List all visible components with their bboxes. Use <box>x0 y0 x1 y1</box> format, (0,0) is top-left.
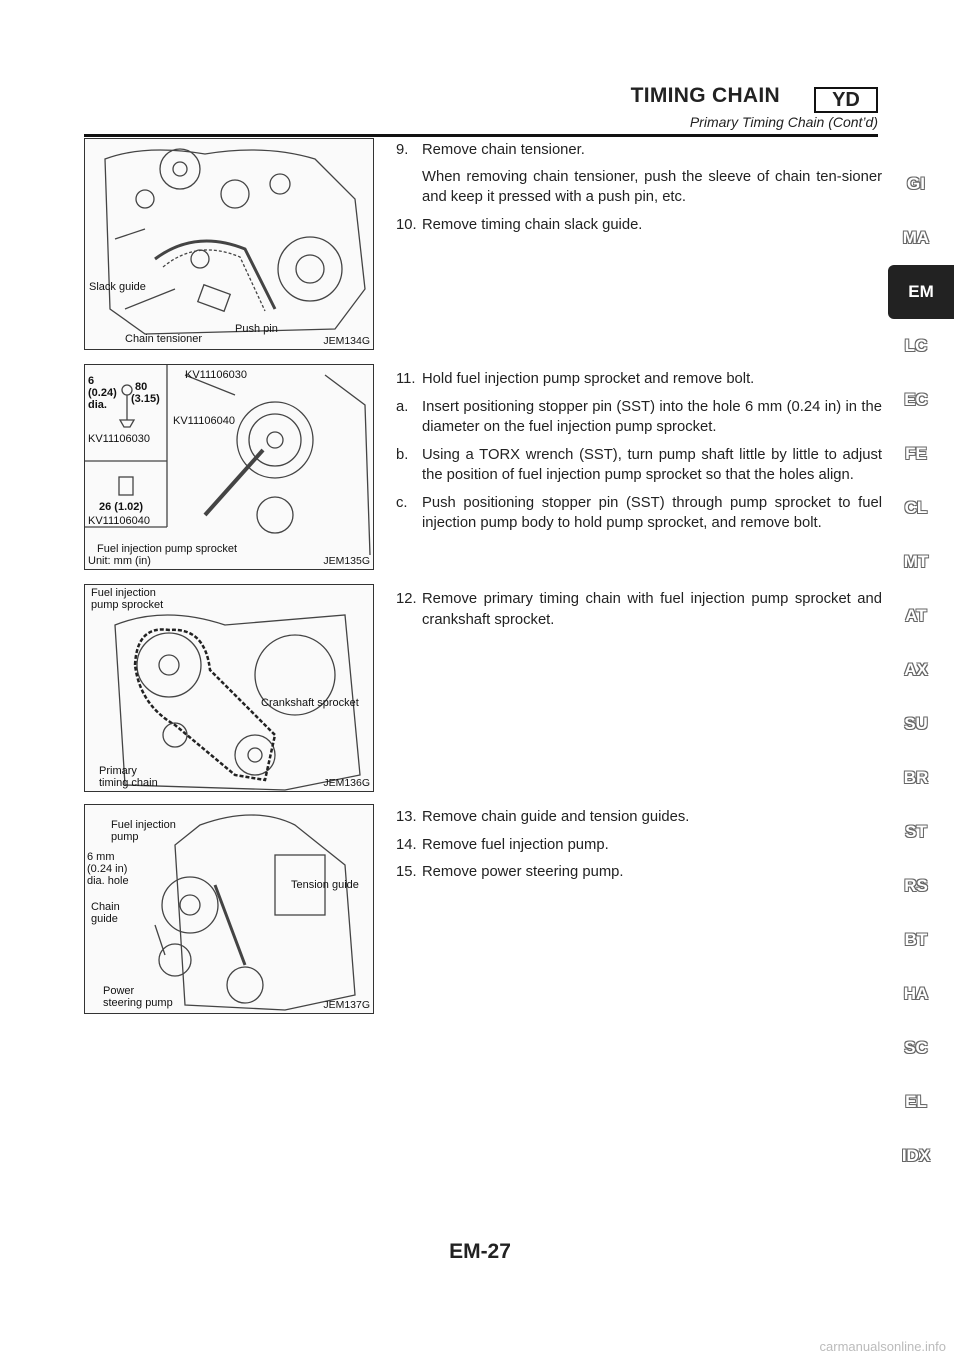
tab-lc[interactable]: LC <box>904 336 928 355</box>
step-number: 13. <box>396 809 417 825</box>
label-primary: Primary <box>99 765 137 777</box>
tab-br[interactable]: BR <box>903 768 929 787</box>
step-note: When removing chain tensioner, push the sleeve of chain ten-sioner and keep it pressed with a push pin, etc. <box>422 168 882 205</box>
tab-gi[interactable]: GI <box>907 174 925 193</box>
step-11a <box>396 397 882 438</box>
step-text: Remove power steering pump. <box>422 864 624 880</box>
tab-ax[interactable]: AX <box>904 660 928 679</box>
label-power: Power <box>103 985 135 997</box>
tab-ma[interactable]: MA <box>902 228 930 247</box>
step-10 <box>396 215 882 236</box>
page-number: EM-27 <box>449 1240 511 1263</box>
step-text: Remove chain guide and tension guides. <box>422 809 690 825</box>
step-text: Push positioning stopper pin (SST) through pump sprocket to fuel injection pump body to hold pump sprocket, and remove bolt. <box>422 494 882 531</box>
step-number: 11. <box>396 371 416 387</box>
step-number: 10. <box>396 216 417 233</box>
step-number: c. <box>396 494 408 511</box>
label-kv11106040-small: KV11106040 <box>88 515 150 527</box>
label-steering-pump: steering pump <box>103 997 173 1009</box>
tab-el[interactable]: EL <box>905 1092 927 1111</box>
steps-group-1 <box>396 140 882 242</box>
label-crankshaft-sprocket: Crankshaft sprocket <box>261 697 359 709</box>
tab-cl[interactable]: CL <box>904 498 928 517</box>
tab-bt[interactable]: BT <box>904 930 928 949</box>
section-title: TIMING CHAIN <box>630 84 780 107</box>
label-push-pin: Push pin <box>235 323 278 335</box>
label-dia-024: (0.24) <box>88 387 117 399</box>
page-header <box>84 84 878 137</box>
tab-st[interactable]: ST <box>905 822 927 841</box>
step-15 <box>396 862 882 883</box>
figure-code: JEM134G <box>323 335 370 347</box>
figure-jem137g <box>84 804 374 1014</box>
label-6mm: 6 mm <box>87 851 115 863</box>
step-11c <box>396 493 882 534</box>
label-dia-6: 6 <box>88 375 95 387</box>
tab-ha[interactable]: HA <box>903 984 929 1003</box>
figure-jem134g <box>84 138 374 350</box>
label-chain: Chain <box>91 901 120 913</box>
label-tension-guide: Tension guide <box>291 879 359 891</box>
step-9 <box>396 140 882 208</box>
step-number: 9. <box>396 142 409 158</box>
step-text: Hold fuel injection pump sprocket and remove bolt. <box>422 371 755 387</box>
step-11 <box>396 369 882 390</box>
label-fuel-injection-pump-sprocket: Fuel injection pump sprocket <box>97 543 238 555</box>
steps-group-3 <box>396 589 882 637</box>
step-text: Using a TORX wrench (SST), turn pump shaft little by little to adjust the position of fuel injection pump sprocket so that the holes align. <box>422 446 882 483</box>
label-26mm: 26 (1.02) <box>99 501 144 513</box>
figure-jem135g-drawing <box>85 365 374 570</box>
tab-rs[interactable]: RS <box>904 876 928 895</box>
label-dia: dia. <box>88 399 107 411</box>
figure-jem136g <box>84 584 374 792</box>
label-pump-sprocket: pump sprocket <box>91 599 164 611</box>
label-dia-hole: dia. hole <box>87 875 129 887</box>
steps-group-2 <box>396 369 882 541</box>
step-text: Remove primary timing chain with fuel injection pump sprocket and crankshaft sprocket. <box>422 591 882 628</box>
figure-code: JEM135G <box>323 555 370 567</box>
step-text: Insert positioning stopper pin (SST) into the hole 6 mm (0.24 in) in the diameter on the fuel injection pump sprocket. <box>422 398 882 435</box>
figure-jem134g-drawing <box>85 139 374 350</box>
label-fuel-injection: Fuel injection <box>91 587 156 599</box>
step-12 <box>396 589 882 630</box>
tab-fe[interactable]: FE <box>905 444 927 463</box>
figure-code: JEM136G <box>323 777 370 789</box>
steps-group-4 <box>396 807 882 890</box>
label-slack-guide: Slack guide <box>89 281 146 293</box>
step-text: Remove timing chain slack guide. <box>422 216 643 233</box>
step-14 <box>396 835 882 856</box>
label-guide: guide <box>91 913 118 925</box>
label-kv11106030: KV11106030 <box>185 369 247 381</box>
figure-jem136g-drawing <box>85 585 374 792</box>
label-kv11106030-small: KV11106030 <box>88 433 150 445</box>
tab-mt[interactable]: MT <box>903 552 929 571</box>
step-number: 14. <box>396 836 417 853</box>
label-chain-tensioner: Chain tensioner <box>125 333 203 345</box>
tab-at[interactable]: AT <box>905 606 927 625</box>
step-13 <box>396 807 882 828</box>
label-pump: pump <box>111 831 139 843</box>
tab-su[interactable]: SU <box>904 714 928 733</box>
figure-jem135g <box>84 364 374 570</box>
step-number: 15. <box>396 864 417 880</box>
label-timing-chain: timing chain <box>99 777 158 789</box>
tab-idx[interactable]: IDX <box>901 1146 931 1165</box>
engine-badge: YD <box>814 87 878 113</box>
step-number: a. <box>396 398 409 415</box>
tab-em[interactable]: EM <box>888 265 954 319</box>
label-fuel-injection: Fuel injection <box>111 819 176 831</box>
figure-code: JEM137G <box>323 999 370 1011</box>
label-length-315: (3.15) <box>131 393 160 405</box>
label-kv11106040: KV11106040 <box>173 415 235 427</box>
watermark: carmanualsonline.info <box>819 1339 946 1354</box>
section-subtitle: Primary Timing Chain (Cont’d) <box>689 114 878 130</box>
step-text: Remove chain tensioner. <box>422 142 585 158</box>
label-length-80: 80 <box>135 381 148 393</box>
step-text: Remove fuel injection pump. <box>422 836 609 853</box>
step-number: b. <box>396 446 409 463</box>
tab-ec[interactable]: EC <box>904 390 928 409</box>
label-024in: (0.24 in) <box>87 863 128 875</box>
step-11b <box>396 445 882 486</box>
label-unit: Unit: mm (in) <box>88 555 151 567</box>
step-number: 12. <box>396 591 417 607</box>
section-tabs <box>894 157 938 1183</box>
tab-sc[interactable]: SC <box>904 1038 928 1057</box>
